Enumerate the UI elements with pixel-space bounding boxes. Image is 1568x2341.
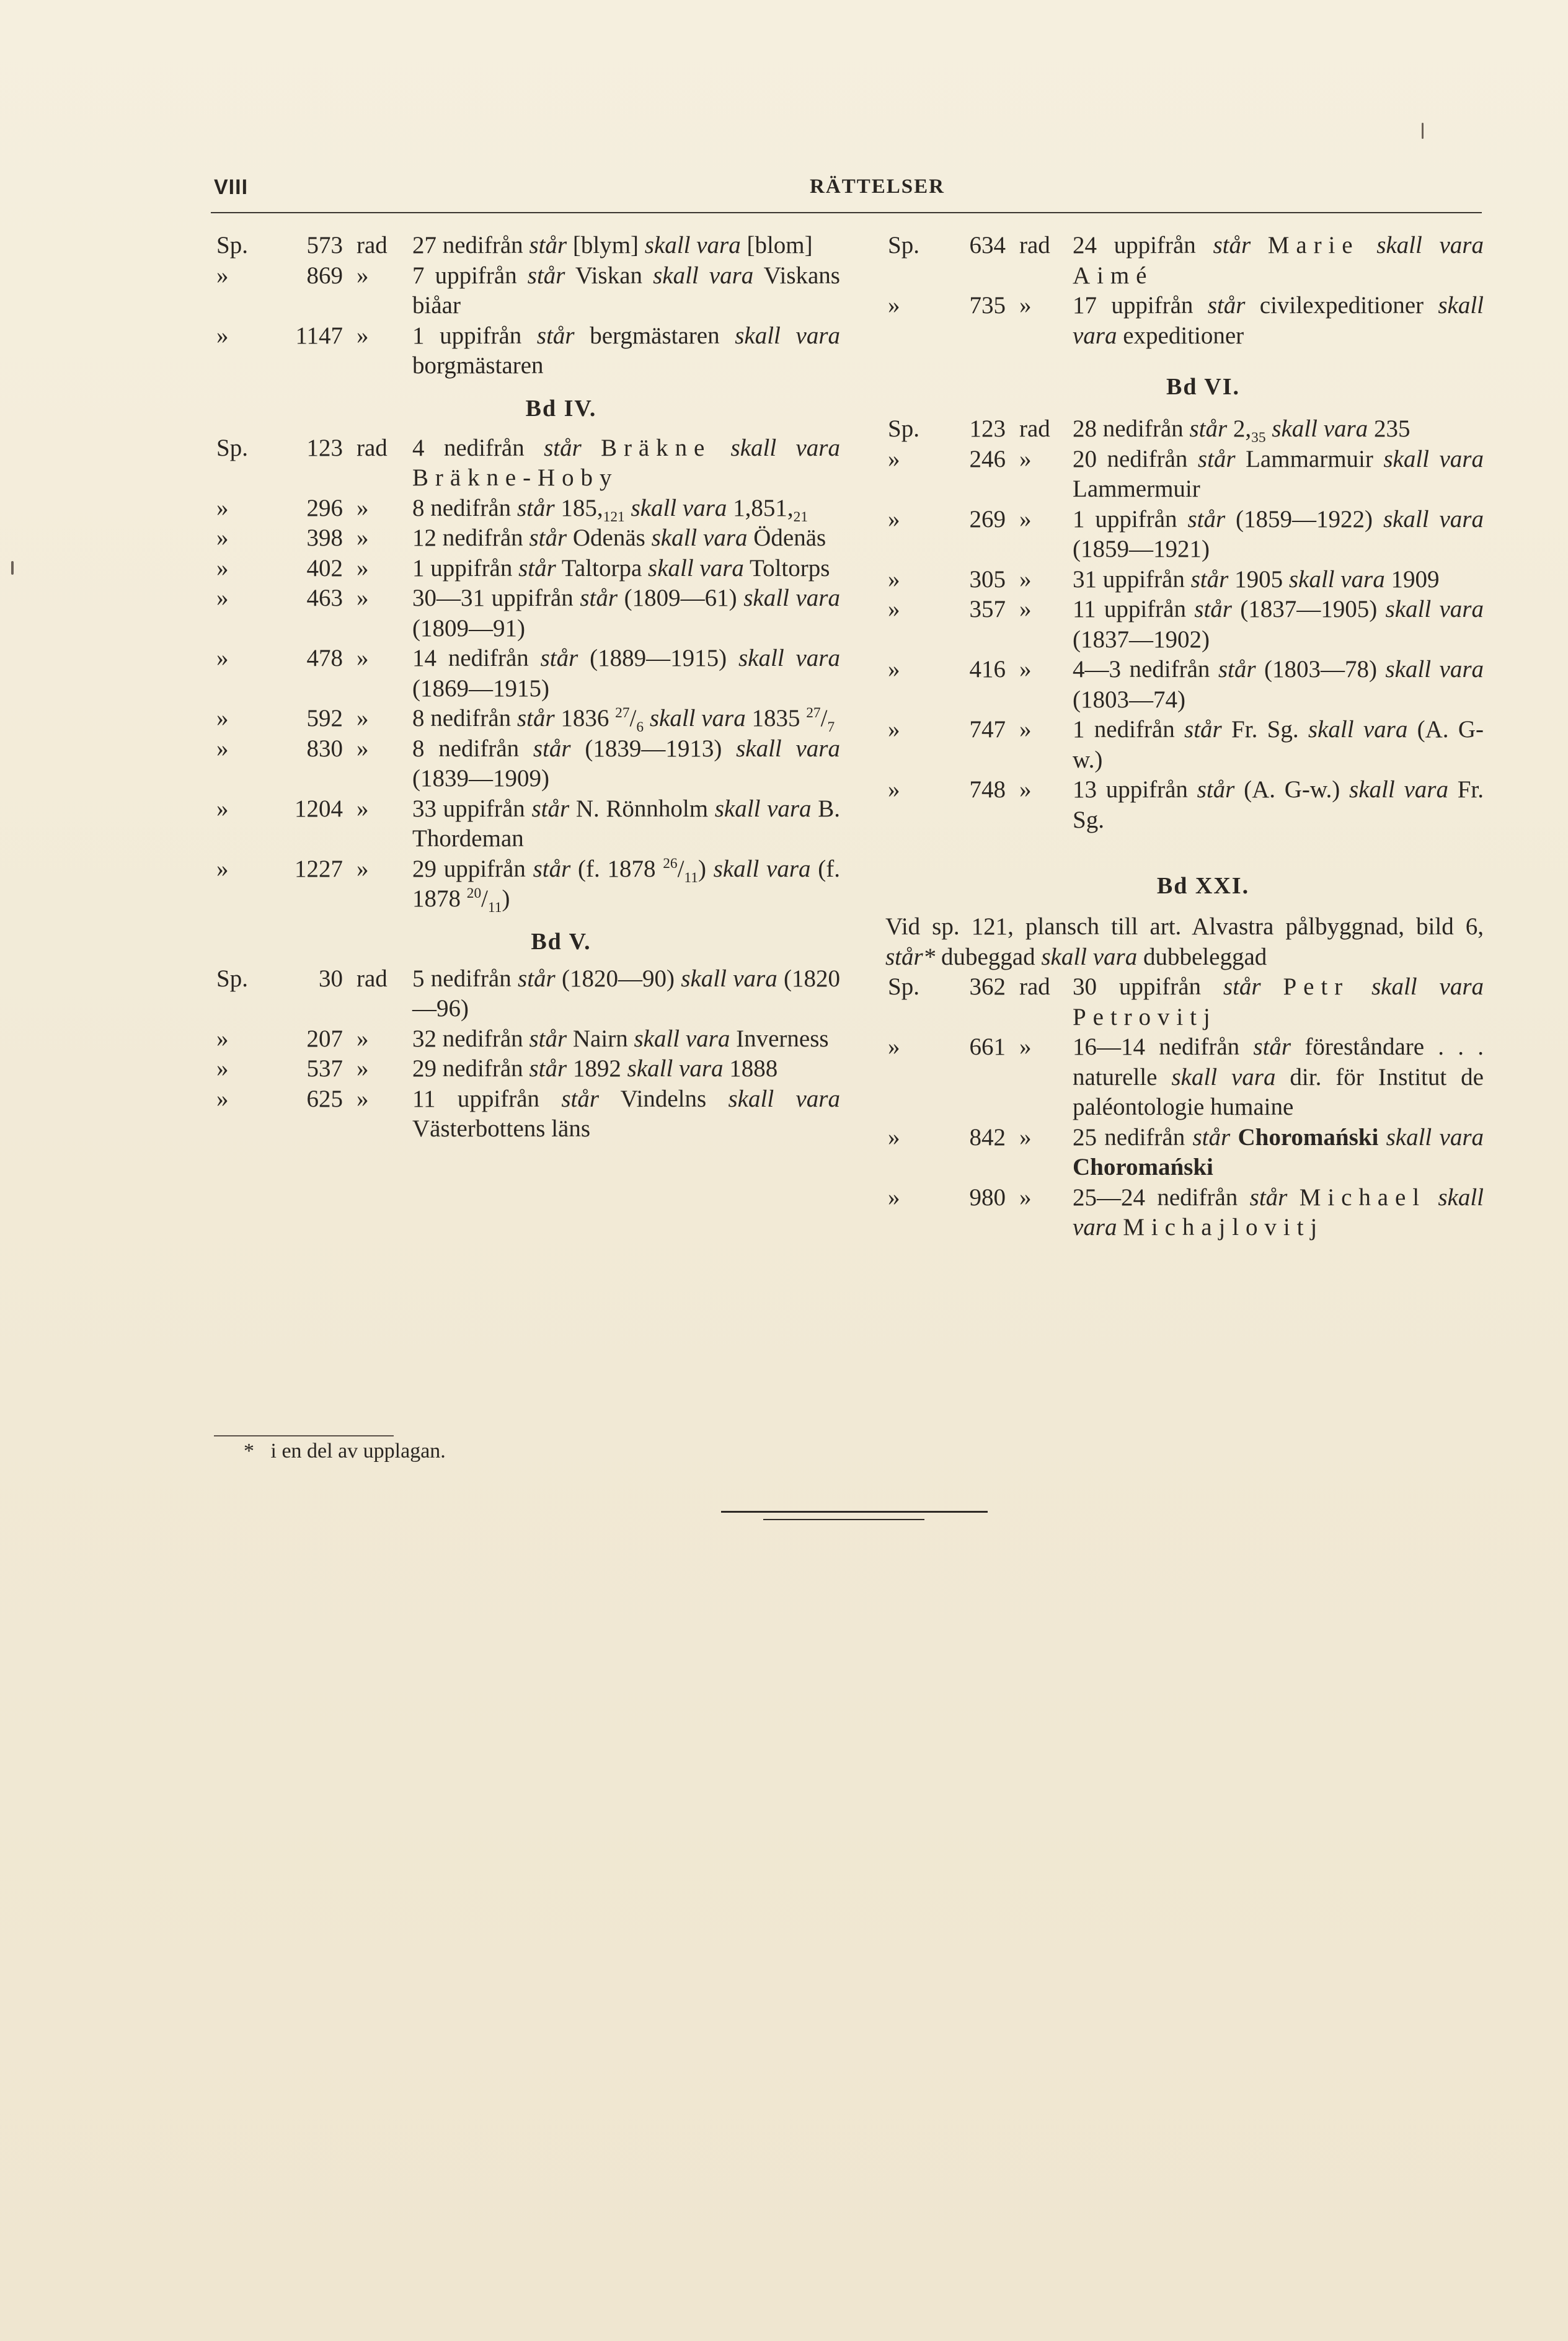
section-heading-bd-xxi: Bd XXI. <box>1156 873 1250 899</box>
entry-prefix: » <box>888 776 900 803</box>
entry-correction: 32 nedifrån står Nairn skall vara Inverness <box>412 1025 829 1052</box>
entry-column-number: 537 <box>306 1055 343 1082</box>
entry-correction: 1 uppifrån står bergmästaren skall vara borgmästaren <box>412 322 840 379</box>
entry-column-number: 478 <box>306 645 343 671</box>
entry-column-number: 830 <box>306 735 343 762</box>
entry-column-number: 1147 <box>295 322 343 349</box>
entry-prefix: » <box>216 645 229 671</box>
errata-entry <box>214 1084 840 1144</box>
entry-rad: rad <box>357 965 388 992</box>
entry-rad: » <box>1019 505 1032 533</box>
entry-correction: 12 nedifrån står Odenäs skall vara Ödenäs <box>412 524 826 551</box>
footnote-text: i en del av upplagan. <box>270 1440 446 1463</box>
entry-column-number: 207 <box>306 1025 343 1052</box>
errata-entry <box>214 321 840 381</box>
entry-correction: 33 uppifrån står N. Rönnholm skall vara B. Thordeman <box>412 795 840 852</box>
entry-rad: rad <box>357 232 388 259</box>
entry-prefix: » <box>216 262 229 289</box>
entry-correction: 1 uppifrån står (1859—1922) skall vara (1859—1921) <box>1073 505 1484 562</box>
entry-prefix: » <box>216 705 229 732</box>
entry-column-number: 463 <box>306 585 343 611</box>
errata-entry <box>885 1032 1484 1123</box>
entry-rad: » <box>357 524 369 551</box>
paper-speck <box>1422 123 1424 139</box>
end-rule <box>721 1511 988 1513</box>
entry-column-number: 123 <box>969 415 1006 442</box>
entry-column-number: 402 <box>306 554 343 582</box>
entry-prefix: » <box>216 1055 229 1082</box>
entry-rad: » <box>1019 596 1032 622</box>
errata-entry <box>214 554 840 584</box>
entry-prefix: Sp. <box>888 973 919 1000</box>
paper-speck <box>11 561 14 575</box>
footnote <box>244 1440 446 1463</box>
entry-column-number: 357 <box>969 596 1006 622</box>
errata-entry <box>885 655 1484 715</box>
entry-column-number: 1227 <box>295 855 343 882</box>
entry-prefix: » <box>216 524 229 551</box>
entry-rad: » <box>1019 292 1032 319</box>
entry-prefix: » <box>888 596 900 622</box>
entry-column-number: 980 <box>969 1184 1006 1211</box>
errata-entry <box>885 231 1484 291</box>
errata-entry <box>214 854 840 914</box>
entry-prefix: » <box>888 716 900 743</box>
entry-correction: 1 uppifrån står Taltorpa skall vara Toltorps <box>412 554 830 582</box>
entry-rad: » <box>357 705 369 732</box>
errata-entry <box>885 505 1484 565</box>
entry-rad: » <box>357 1025 369 1052</box>
entry-column-number: 30 <box>319 965 343 992</box>
errata-group <box>214 231 840 381</box>
entry-column-number: 416 <box>969 656 1006 683</box>
entry-correction: 28 nedifrån står $2,_{35}$ skall vara 235 <box>1073 415 1411 446</box>
entry-rad: » <box>357 645 369 671</box>
entry-prefix: Sp. <box>888 415 919 442</box>
entry-column-number: 661 <box>969 1033 1006 1060</box>
entry-rad: » <box>357 1055 369 1082</box>
entry-prefix: » <box>216 494 229 521</box>
entry-rad: » <box>357 795 369 822</box>
errata-entry <box>885 972 1484 1032</box>
errata-entry <box>214 433 840 493</box>
errata-entry <box>214 794 840 854</box>
entry-prefix: » <box>888 1184 900 1211</box>
entry-prefix: Sp. <box>216 434 248 461</box>
entry-column-number: 1204 <box>295 795 343 822</box>
errata-entry <box>885 565 1484 595</box>
entry-correction: 11 uppifrån står Vindelns skall vara Västerbottens läns <box>412 1085 840 1142</box>
entry-prefix: Sp. <box>888 232 919 259</box>
errata-entry <box>885 1183 1484 1243</box>
right-column <box>885 231 1484 1243</box>
header-rule <box>211 212 1482 213</box>
entry-column-number: 123 <box>306 434 343 461</box>
left-column <box>214 231 840 1144</box>
entry-correction: 11 uppifrån står (1837—1905) skall vara (1837—1902) <box>1073 596 1484 653</box>
entry-prefix: » <box>216 735 229 762</box>
entry-rad: » <box>1019 445 1032 472</box>
entry-rad: » <box>1019 1184 1032 1211</box>
entry-prefix: » <box>888 505 900 533</box>
entry-prefix: Sp. <box>216 232 248 259</box>
entry-correction: 8 nedifrån står (1839—1913) skall vara (1839—1909) <box>412 735 840 792</box>
entry-column-number: 246 <box>969 445 1006 472</box>
footnote-marker: * <box>244 1440 254 1463</box>
entry-correction: 13 uppifrån står (A. G-w.) skall vara Fr. Sg. <box>1073 776 1484 833</box>
entry-column-number: 869 <box>306 262 343 289</box>
errata-entry <box>214 1024 840 1055</box>
entry-correction: 30 uppifrån står Petr skall vara Petrovitj <box>1073 973 1484 1030</box>
entry-correction: 7 uppifrån står Viskan skall vara Viskans biåar <box>412 262 840 319</box>
entry-rad: » <box>357 735 369 762</box>
entry-correction: 14 nedifrån står (1889—1915) skall vara (1869—1915) <box>412 645 840 702</box>
errata-group <box>885 231 1484 351</box>
entry-correction: 17 uppifrån står civilexpeditioner skall vara expeditioner <box>1073 292 1484 349</box>
entry-column-number: 269 <box>969 505 1006 533</box>
entry-correction: 29 uppifrån står (f. 1878 $^{26}/_{11}$) skall vara (f. 1878 $^{20}/_{11}$) <box>412 855 840 916</box>
errata-entry <box>214 231 840 261</box>
errata-group <box>214 433 840 914</box>
entry-prefix: » <box>216 795 229 822</box>
entry-rad: » <box>357 494 369 521</box>
end-rule-short <box>763 1519 924 1520</box>
entry-rad: » <box>1019 565 1032 593</box>
entry-rad: » <box>1019 656 1032 683</box>
entry-rad: rad <box>357 434 388 461</box>
entry-prefix: » <box>216 554 229 582</box>
errata-entry <box>214 644 840 704</box>
errata-group <box>885 414 1484 835</box>
errata-entry <box>214 493 840 524</box>
errata-entry <box>885 1123 1484 1183</box>
errata-group <box>885 972 1484 1243</box>
entry-rad: » <box>357 554 369 582</box>
errata-entry <box>885 414 1484 445</box>
section-heading-bd-vi: Bd VI. <box>1166 374 1241 400</box>
entry-column-number: 735 <box>969 292 1006 319</box>
entry-correction: 30—31 uppifrån står (1809—61) skall vara (1809—91) <box>412 585 840 642</box>
errata-entry <box>214 583 840 644</box>
entry-correction: 16—14 nedifrån står föreståndare . . . naturelle skall vara dir. för Institut de paléontologie humaine <box>1073 1033 1484 1120</box>
errata-entry <box>214 1054 840 1084</box>
entry-rad: rad <box>1019 973 1050 1000</box>
entry-correction: 31 uppifrån står 1905 skall vara 1909 <box>1073 565 1440 593</box>
entry-prefix: » <box>888 1033 900 1060</box>
errata-entry <box>885 715 1484 775</box>
entry-column-number: 362 <box>969 973 1006 1000</box>
entry-correction: 4 nedifrån står Bräkne skall vara Bräkne-Hoby <box>412 434 840 491</box>
entry-correction: 27 nedifrån står [blym] skall vara [blom] <box>412 232 813 259</box>
entry-correction: 8 nedifrån står $185,_{121}$ skall vara $1,851,_{21}$ <box>412 494 808 525</box>
entry-rad: » <box>357 262 369 289</box>
entry-prefix: » <box>888 656 900 683</box>
entry-rad: » <box>1019 1123 1032 1151</box>
errata-entry <box>214 734 840 794</box>
entry-column-number: 747 <box>969 716 1006 743</box>
entry-column-number: 625 <box>306 1085 343 1112</box>
entry-prefix: » <box>216 585 229 611</box>
entry-column-number: 398 <box>306 524 343 551</box>
errata-entry <box>214 964 840 1024</box>
entry-rad: » <box>1019 776 1032 803</box>
errata-entry <box>885 595 1484 655</box>
errata-entry <box>214 261 840 321</box>
entry-column-number: 592 <box>306 705 343 732</box>
entry-correction: 29 nedifrån står 1892 skall vara 1888 <box>412 1055 778 1082</box>
entry-rad: » <box>357 585 369 611</box>
entry-correction: 24 uppifrån står Marie skall vara Aimé <box>1073 232 1484 289</box>
errata-entry <box>214 704 840 734</box>
entry-column-number: 573 <box>306 232 343 259</box>
errata-group <box>214 964 840 1144</box>
entry-correction: 5 nedifrån står (1820—90) skall vara (1820—96) <box>412 965 840 1022</box>
entry-prefix: » <box>888 445 900 472</box>
entry-correction: 1 nedifrån står Fr. Sg. skall vara (A. G-w.) <box>1073 716 1484 773</box>
footnote-rule <box>214 1435 394 1436</box>
entry-column-number: 842 <box>969 1123 1006 1151</box>
page-number: VIII <box>214 175 249 199</box>
entry-correction: 4—3 nedifrån står (1803—78) skall vara (1803—74) <box>1073 656 1484 713</box>
entry-prefix: » <box>888 292 900 319</box>
errata-entry <box>885 445 1484 505</box>
entry-correction: 25 nedifrån står Choromański skall vara Choromański <box>1073 1123 1484 1180</box>
entry-rad: » <box>1019 716 1032 743</box>
entry-column-number: 634 <box>969 232 1006 259</box>
errata-entry <box>214 523 840 554</box>
entry-prefix: » <box>216 1085 229 1112</box>
entry-correction: 20 nedifrån står Lammarmuir skall vara Lammermuir <box>1073 445 1484 502</box>
errata-entry <box>885 291 1484 351</box>
section-heading-bd-v: Bd V. <box>531 928 591 955</box>
entry-column-number: 748 <box>969 776 1006 803</box>
entry-rad: rad <box>1019 232 1050 259</box>
entry-correction: 8 nedifrån står 1836 $^{27}/_6$ skall vara 1835 $^{27}/_7$ <box>412 705 835 735</box>
entry-prefix: » <box>888 1123 900 1151</box>
entry-prefix: Sp. <box>216 965 248 992</box>
entry-rad: » <box>357 1085 369 1112</box>
entry-column-number: 305 <box>969 565 1006 593</box>
bd-xxi-intro: Vid sp. 121, plansch till art. Alvastra pålbyggnad, bild 6, står* dubeggad skall vara dubbeleggad <box>885 913 1484 970</box>
entry-prefix: » <box>216 1025 229 1052</box>
entry-prefix: » <box>216 855 229 882</box>
section-heading-bd-iv: Bd IV. <box>525 395 597 422</box>
entry-prefix: » <box>888 565 900 593</box>
entry-correction: 25—24 nedifrån står Michael skall vara Michajlovitj <box>1073 1184 1484 1241</box>
entry-column-number: 296 <box>306 494 343 521</box>
entry-prefix: » <box>216 322 229 349</box>
entry-rad: » <box>357 855 369 882</box>
entry-rad: » <box>1019 1033 1032 1060</box>
errata-entry <box>885 775 1484 835</box>
entry-rad: rad <box>1019 415 1050 442</box>
entry-rad: » <box>357 322 369 349</box>
page-title: RÄTTELSER <box>810 175 945 198</box>
